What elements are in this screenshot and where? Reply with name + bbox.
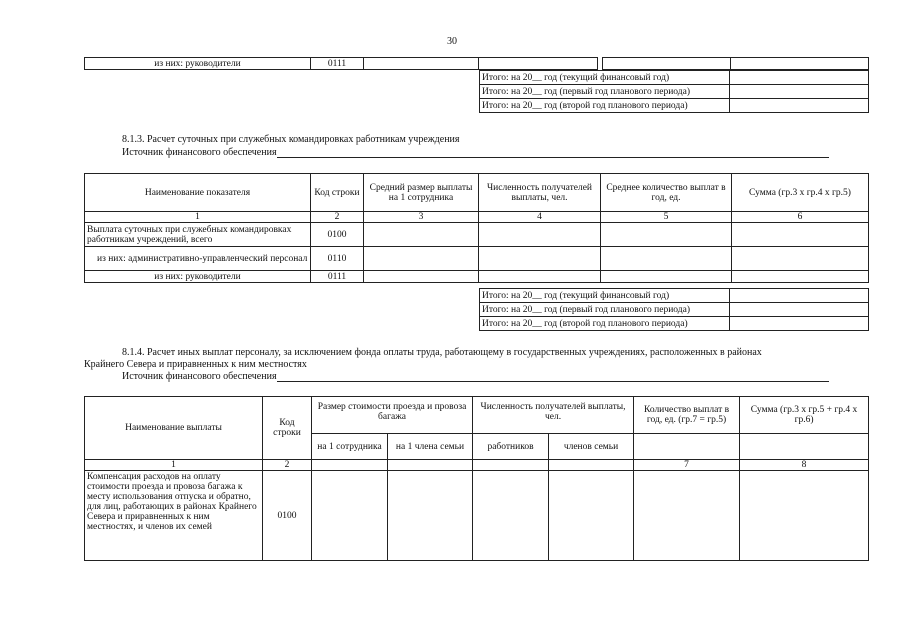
- total-row-label: Итого: на 20__ год (текущий финансовый год): [480, 71, 730, 85]
- header-sum: Сумма (гр.3 х гр.4 х гр.5): [732, 174, 869, 212]
- section-814-heading-line1: 8.1.4. Расчет иных выплат персоналу, за исключением фонда оплаты труда, работающему в государственных учреждениях, расположенных в районах: [122, 347, 762, 358]
- total-row-value: [730, 303, 869, 317]
- total-row-label: Итого: на 20__ год (текущий финансовый год): [480, 289, 730, 303]
- column-number: 5: [601, 212, 732, 223]
- table-row: [85, 471, 869, 561]
- header-avg-count: Среднее количество выплат в год, ед.: [601, 174, 732, 212]
- column-number: [473, 460, 549, 471]
- table-row: [85, 271, 869, 283]
- header-recipients: Численность получателей выплаты, чел.: [479, 174, 601, 212]
- source-fill-line: [277, 372, 829, 382]
- source-label: Источник финансового обеспечения: [122, 371, 277, 382]
- column-number: 1: [85, 460, 263, 471]
- row-code: 0100: [263, 471, 312, 561]
- header-name: Наименование показателя: [85, 174, 311, 212]
- section-813-heading: 8.1.3. Расчет суточных при служебных командировках работникам учреждения: [122, 134, 460, 145]
- header-name: Наименование выплаты: [85, 397, 263, 460]
- header-sum: Сумма (гр.3 х гр.5 + гр.4 х гр.6): [740, 397, 869, 434]
- section-814-source: [122, 371, 844, 382]
- column-number: 1: [85, 212, 311, 223]
- column-number: 2: [263, 460, 312, 471]
- row-label: Выплата суточных при служебных командировках работникам учреждений, всего: [85, 223, 311, 247]
- column-number: [312, 460, 388, 471]
- column-number: 3: [364, 212, 479, 223]
- header-count-family: членов семьи: [549, 434, 634, 460]
- top-row-code: 0111: [311, 58, 364, 70]
- total-row-label: Итого: на 20__ год (первый год планового периода): [480, 303, 730, 317]
- header-code: Код строки: [311, 174, 364, 212]
- total-row-label: Итого: на 20__ год (первый год планового периода): [480, 85, 730, 99]
- row-label: из них: административно-управленческий персонал: [85, 247, 311, 271]
- column-number: 6: [732, 212, 869, 223]
- header-cost: Размер стоимости проезда и провоза багажа: [312, 397, 473, 434]
- column-number: [388, 460, 473, 471]
- header-qty: Количество выплат в год, ед. (гр.7 = гр.5): [634, 397, 740, 434]
- header-count-employees: работников: [473, 434, 549, 460]
- top-row-cell: [731, 58, 869, 70]
- column-number: 2: [311, 212, 364, 223]
- section-813-totals: [479, 288, 869, 331]
- table-row: [85, 247, 869, 271]
- header-code: Код строки: [263, 397, 312, 460]
- row-label: из них: руководители: [85, 271, 311, 283]
- source-fill-line: [277, 148, 829, 158]
- total-row-value: [730, 317, 869, 331]
- header-cost-per-employee: на 1 сотрудника: [312, 434, 388, 460]
- top-row-cell: [479, 58, 598, 70]
- row-code: 0100: [311, 223, 364, 247]
- header-avg-payment: Средний размер выплаты на 1 сотрудника: [364, 174, 479, 212]
- total-row-value: [730, 99, 869, 113]
- top-row-cell: [603, 58, 731, 70]
- table-row: [85, 223, 869, 247]
- section-814-table: [84, 396, 869, 561]
- total-row-label: Итого: на 20__ год (второй год планового периода): [480, 317, 730, 331]
- page-number: 30: [447, 36, 457, 47]
- column-number: 4: [479, 212, 601, 223]
- header-cost-per-family: на 1 члена семьи: [388, 434, 473, 460]
- column-number: 8: [740, 460, 869, 471]
- source-label: Источник финансового обеспечения: [122, 147, 277, 158]
- total-row-value: [730, 85, 869, 99]
- top-row-label: из них: руководители: [85, 58, 311, 70]
- top-fragment-table: [84, 57, 869, 70]
- section-813-source: [122, 147, 844, 158]
- column-number: [549, 460, 634, 471]
- total-row-label: Итого: на 20__ год (второй год планового периода): [480, 99, 730, 113]
- top-totals-table: [479, 70, 869, 113]
- total-row-value: [730, 289, 869, 303]
- top-row-cell: [364, 58, 479, 70]
- row-code: 0111: [311, 271, 364, 283]
- total-row-value: [730, 71, 869, 85]
- row-label: Компенсация расходов на оплату стоимости проезда и провоза багажа к месту использования отпуска и обратно, для лиц, работающих в районах Крайнего Севера и приравненных к ним местностях, и членов их семей: [85, 471, 263, 561]
- section-814-heading-line2: Крайнего Севера и приравненных к ним местностях: [84, 359, 307, 370]
- column-number: 7: [634, 460, 740, 471]
- row-code: 0110: [311, 247, 364, 271]
- header-count: Численность получателей выплаты, чел.: [473, 397, 634, 434]
- section-813-table: [84, 173, 869, 283]
